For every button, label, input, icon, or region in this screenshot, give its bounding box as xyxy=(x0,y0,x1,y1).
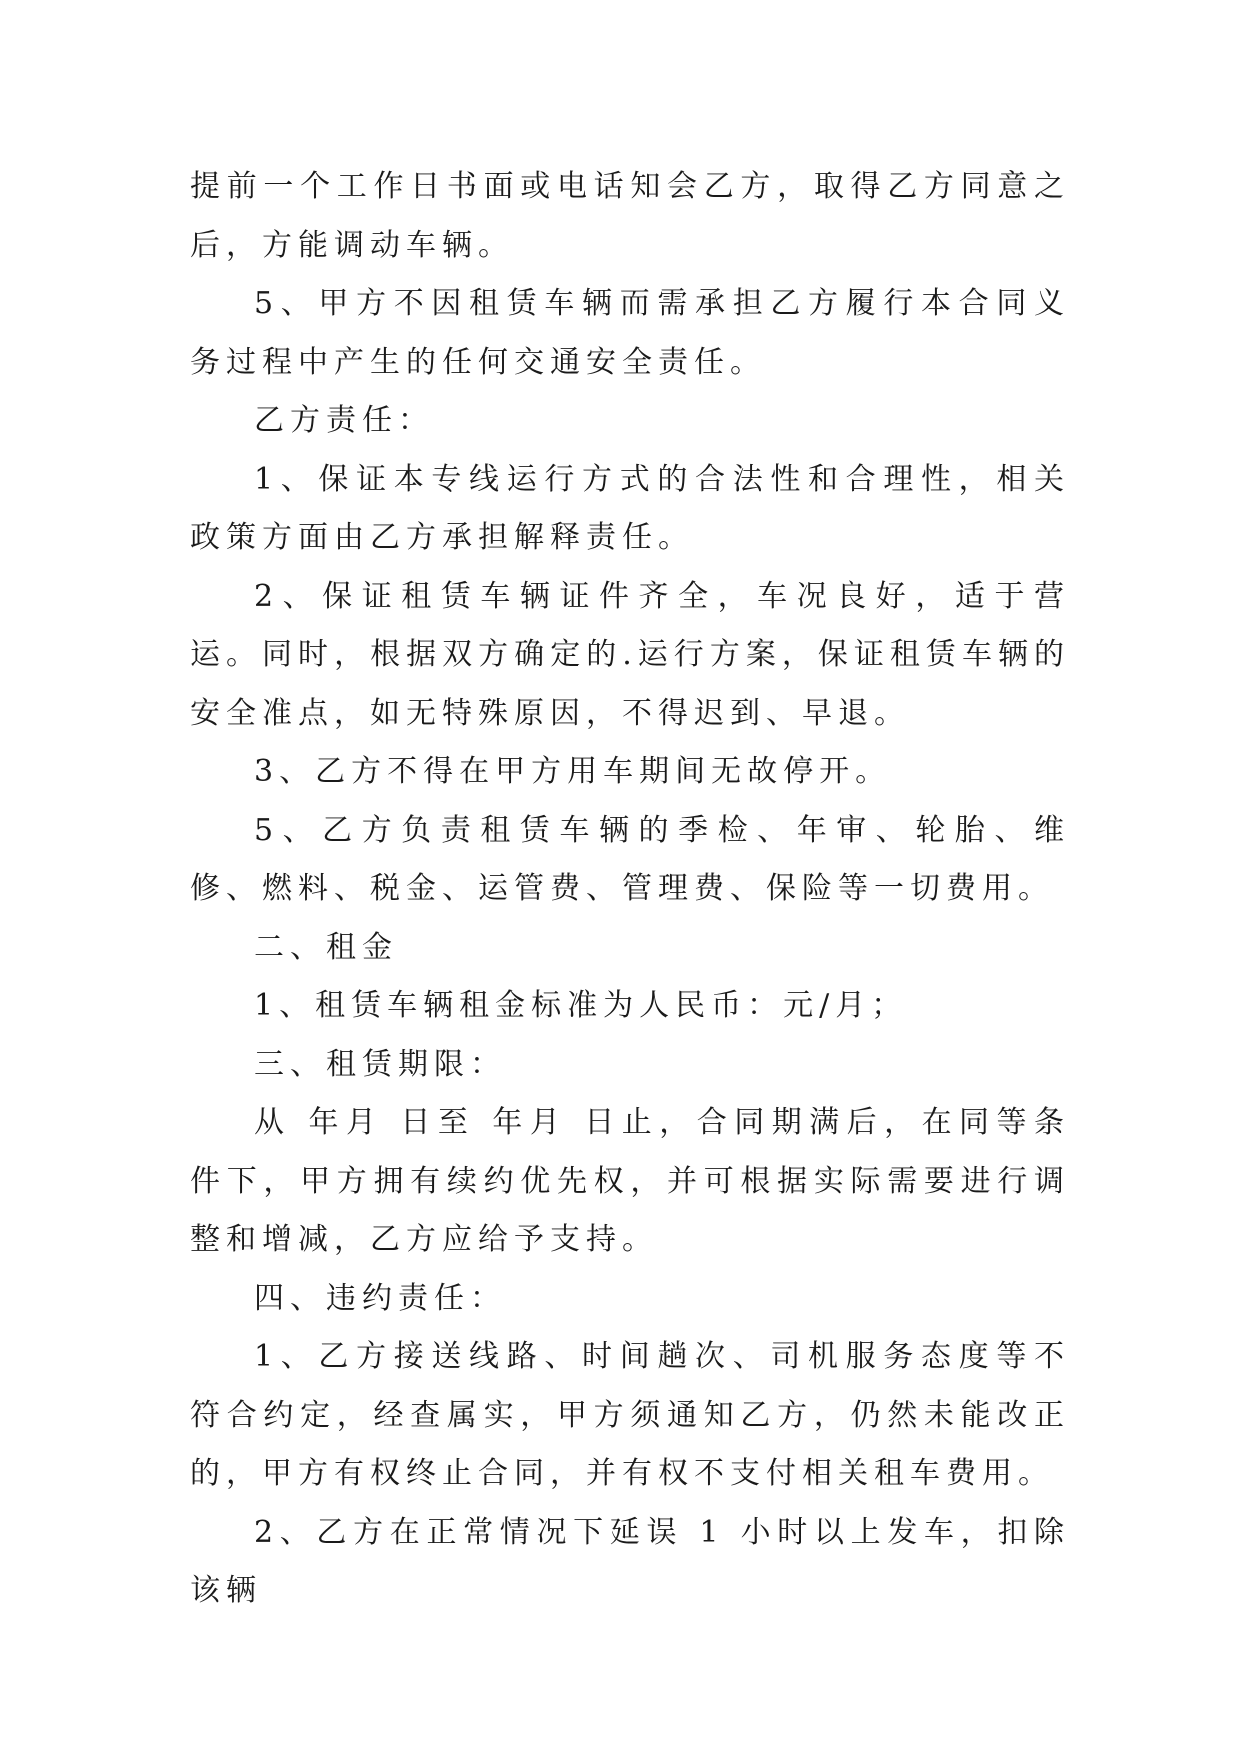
section-heading: 二、租金 xyxy=(254,929,398,965)
paragraph: 3、乙方不得在甲方用车期间无故停开。 xyxy=(254,754,892,789)
paragraph: 5、甲方不因租赁车辆而需承担乙方履行本合同义务过程中产生的任何交通安全责任。 xyxy=(190,286,1070,380)
paragraph: 2、保证租赁车辆证件齐全，车况良好，适于营运。同时，根据双方确定的.运行方案，保证租赁车辆的安全准点，如无特殊原因，不得迟到、早退。 xyxy=(190,578,1070,731)
paragraph: 1、保证本专线运行方式的合法性和合理性，相关政策方面由乙方承担解释责任。 xyxy=(190,461,1070,555)
paragraph: 1、租赁车辆租金标准为人民币：元/月； xyxy=(254,988,908,1023)
paragraph: 1、乙方接送线路、时间趟次、司机服务态度等不符合约定，经查属实，甲方须通知乙方，仍然未能改正的，甲方有权终止合同，并有权不支付相关租车费用。 xyxy=(190,1339,1070,1491)
paragraph: 从 年月 日至 年月 日止，合同期满后，在同等条件下，甲方拥有续约优先权，并可根据实际需要进行调整和增减，乙方应给予支持。 xyxy=(190,1105,1070,1257)
section-heading: 三、租赁期限： xyxy=(254,1046,506,1082)
section-heading: 乙方责任： xyxy=(254,403,434,438)
paragraph: 提前一个工作日书面或电话知会乙方，取得乙方同意之后，方能调动车辆。 xyxy=(190,169,1070,263)
paragraph: 5、乙方负责租赁车辆的季检、年审、轮胎、维修、燃料、税金、运管费、管理费、保险等一切费用。 xyxy=(190,812,1070,906)
paragraph: 2、乙方在正常情况下延误 1 小时以上发车，扣除该辆 xyxy=(190,1514,1070,1608)
section-heading: 四、违约责任： xyxy=(254,1280,506,1316)
document-body xyxy=(190,158,1070,1621)
